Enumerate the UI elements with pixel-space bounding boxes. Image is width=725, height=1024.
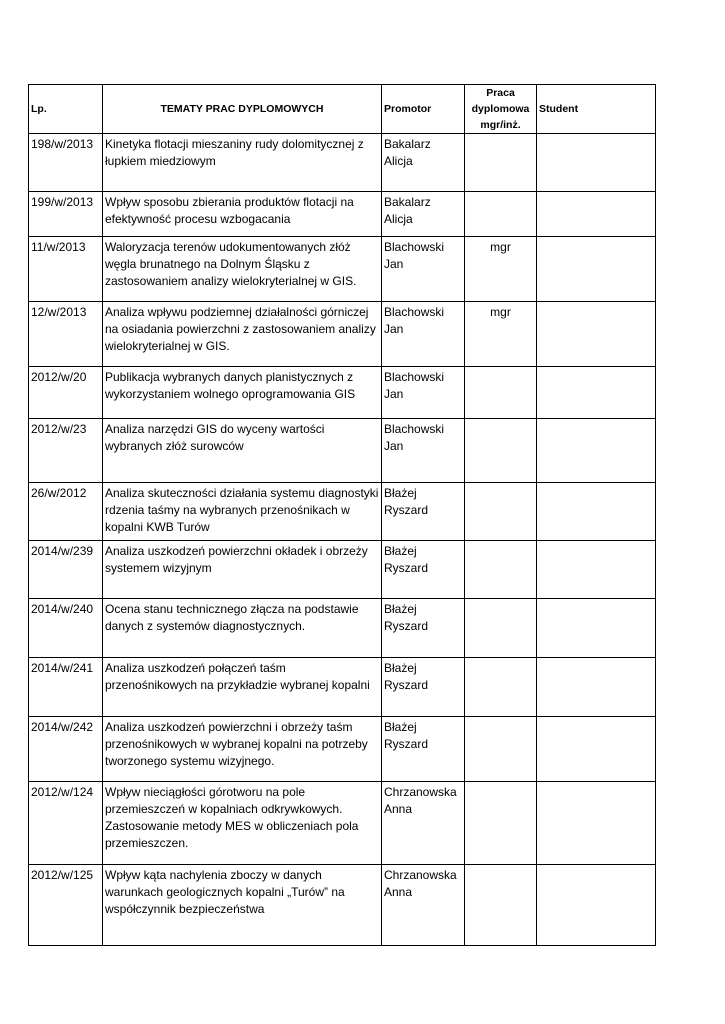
cell-promotor bbox=[382, 658, 465, 717]
table-row bbox=[29, 483, 656, 541]
cell-thesis-type bbox=[465, 483, 537, 541]
cell-promotor bbox=[382, 541, 465, 599]
cell-student bbox=[537, 483, 656, 541]
promotor-first-name: Anna bbox=[384, 885, 413, 899]
cell-thesis-type bbox=[465, 599, 537, 658]
promotor-first-name: Ryszard bbox=[384, 619, 429, 633]
cell-topic: Kinetyka flotacji mieszaniny rudy dolomitycznej z łupkiem miedziowym bbox=[103, 134, 382, 192]
cell-lp: 2012/w/125 bbox=[29, 865, 103, 946]
cell-student bbox=[537, 865, 656, 946]
cell-promotor bbox=[382, 237, 465, 302]
table-row bbox=[29, 192, 656, 237]
promotor-last-name: Błażej bbox=[384, 486, 417, 500]
cell-student bbox=[537, 192, 656, 237]
table-row bbox=[29, 658, 656, 717]
cell-promotor bbox=[382, 717, 465, 782]
cell-promotor bbox=[382, 782, 465, 865]
cell-promotor bbox=[382, 367, 465, 419]
cell-thesis-type bbox=[465, 717, 537, 782]
table-row bbox=[29, 717, 656, 782]
table-row bbox=[29, 237, 656, 302]
cell-student bbox=[537, 599, 656, 658]
cell-lp: 12/w/2013 bbox=[29, 302, 103, 367]
promotor-first-name: Ryszard bbox=[384, 503, 429, 517]
cell-thesis-type bbox=[465, 192, 537, 237]
table-row bbox=[29, 599, 656, 658]
promotor-first-name: Jan bbox=[384, 322, 404, 336]
promotor-first-name: Jan bbox=[384, 387, 404, 401]
cell-topic: Analiza uszkodzeń powierzchni i obrzeży taśm przenośnikowych w wybranej kopalni na potrzeby tworzonego systemu wizyjnego. bbox=[103, 717, 382, 782]
promotor-first-name: Jan bbox=[384, 439, 404, 453]
cell-student bbox=[537, 237, 656, 302]
cell-thesis-type bbox=[465, 658, 537, 717]
promotor-last-name: Blachowski bbox=[384, 240, 445, 254]
cell-lp: 2014/w/242 bbox=[29, 717, 103, 782]
promotor-last-name: Błażej bbox=[384, 720, 417, 734]
cell-topic: Analiza wpływu podziemnej działalności górniczej na osiadania powierzchni z zastosowaniem analizy wielokryterialnej w GIS. bbox=[103, 302, 382, 367]
cell-lp: 2014/w/239 bbox=[29, 541, 103, 599]
header-promotor: Promotor bbox=[382, 85, 465, 134]
cell-topic: Analiza uszkodzeń powierzchni okładek i obrzeży systemem wizyjnym bbox=[103, 541, 382, 599]
cell-lp: 26/w/2012 bbox=[29, 483, 103, 541]
cell-promotor bbox=[382, 483, 465, 541]
cell-thesis-type bbox=[465, 541, 537, 599]
cell-thesis-type bbox=[465, 865, 537, 946]
cell-topic: Analiza skuteczności działania systemu diagnostyki rdzenia taśmy na wybranych przenośnikach w kopalni KWB Turów bbox=[103, 483, 382, 541]
cell-topic: Analiza uszkodzeń połączeń taśm przenośnikowych na przykładzie wybranej kopalni bbox=[103, 658, 382, 717]
promotor-first-name: Ryszard bbox=[384, 678, 429, 692]
cell-lp: 2014/w/240 bbox=[29, 599, 103, 658]
cell-thesis-type bbox=[465, 782, 537, 865]
promotor-last-name: Blachowski bbox=[384, 422, 445, 436]
cell-lp: 11/w/2013 bbox=[29, 237, 103, 302]
table-row bbox=[29, 782, 656, 865]
header-thesis-type-line3: mgr/inż. bbox=[480, 119, 521, 131]
cell-topic: Analiza narzędzi GIS do wyceny wartości wybranych złóż surowców bbox=[103, 419, 382, 483]
promotor-last-name: Błażej bbox=[384, 661, 417, 675]
cell-student bbox=[537, 782, 656, 865]
thesis-topics-table bbox=[28, 84, 656, 946]
cell-student bbox=[537, 541, 656, 599]
cell-thesis-type bbox=[465, 134, 537, 192]
header-thesis-type-line2: dyplomowa bbox=[471, 103, 530, 115]
promotor-first-name: Ryszard bbox=[384, 737, 429, 751]
table-row bbox=[29, 865, 656, 946]
cell-thesis-type bbox=[465, 419, 537, 483]
cell-topic: Wpływ sposobu zbierania produktów flotacji na efektywność procesu wzbogacania bbox=[103, 192, 382, 237]
header-row bbox=[29, 85, 656, 134]
promotor-last-name: Błażej bbox=[384, 602, 417, 616]
cell-student bbox=[537, 658, 656, 717]
header-topic: TEMATY PRAC DYPLOMOWYCH bbox=[103, 85, 382, 134]
cell-thesis-type bbox=[465, 367, 537, 419]
cell-promotor bbox=[382, 599, 465, 658]
cell-topic: Waloryzacja terenów udokumentowanych złóż węgla brunatnego na Dolnym Śląsku z zastosowaniem analizy wielokryterialnej w GIS. bbox=[103, 237, 382, 302]
cell-lp: 2012/w/124 bbox=[29, 782, 103, 865]
cell-thesis-type: mgr bbox=[465, 237, 537, 302]
header-thesis-type bbox=[465, 85, 537, 134]
cell-lp: 199/w/2013 bbox=[29, 192, 103, 237]
promotor-last-name: Blachowski bbox=[384, 370, 445, 384]
cell-lp: 2014/w/241 bbox=[29, 658, 103, 717]
promotor-first-name: Jan bbox=[384, 257, 404, 271]
promotor-last-name: Chrzanowska bbox=[384, 785, 457, 799]
promotor-first-name: Anna bbox=[384, 802, 413, 816]
cell-student bbox=[537, 367, 656, 419]
cell-promotor bbox=[382, 134, 465, 192]
promotor-last-name: Bakalarz bbox=[384, 137, 431, 151]
promotor-last-name: Błażej bbox=[384, 544, 417, 558]
cell-lp: 198/w/2013 bbox=[29, 134, 103, 192]
promotor-first-name: Ryszard bbox=[384, 561, 429, 575]
cell-topic: Publikacja wybranych danych planistycznych z wykorzystaniem wolnego oprogramowania GIS bbox=[103, 367, 382, 419]
cell-promotor bbox=[382, 419, 465, 483]
cell-student bbox=[537, 134, 656, 192]
promotor-last-name: Bakalarz bbox=[384, 195, 431, 209]
cell-student bbox=[537, 419, 656, 483]
cell-topic: Wpływ kąta nachylenia zboczy w danych warunkach geologicznych kopalni „Turów” na współczynnik bezpieczeństwa bbox=[103, 865, 382, 946]
cell-student bbox=[537, 302, 656, 367]
table-row bbox=[29, 367, 656, 419]
promotor-first-name: Alicja bbox=[384, 212, 413, 226]
table-row bbox=[29, 541, 656, 599]
cell-promotor bbox=[382, 302, 465, 367]
cell-topic: Wpływ nieciągłości górotworu na pole przemieszczeń w kopalniach odkrywkowych. Zastosowanie metody MES w obliczeniach pola przemieszczen. bbox=[103, 782, 382, 865]
cell-lp: 2012/w/20 bbox=[29, 367, 103, 419]
table-row bbox=[29, 419, 656, 483]
promotor-last-name: Chrzanowska bbox=[384, 868, 457, 882]
cell-student bbox=[537, 717, 656, 782]
cell-thesis-type: mgr bbox=[465, 302, 537, 367]
cell-topic: Ocena stanu technicznego złącza na podstawie danych z systemów diagnostycznych. bbox=[103, 599, 382, 658]
cell-promotor bbox=[382, 192, 465, 237]
cell-lp: 2012/w/23 bbox=[29, 419, 103, 483]
promotor-first-name: Alicja bbox=[384, 154, 413, 168]
table-row bbox=[29, 134, 656, 192]
table-row bbox=[29, 302, 656, 367]
header-lp: Lp. bbox=[29, 85, 103, 134]
header-student: Student bbox=[537, 85, 656, 134]
cell-promotor bbox=[382, 865, 465, 946]
header-thesis-type-line1: Praca bbox=[486, 87, 515, 99]
promotor-last-name: Blachowski bbox=[384, 305, 445, 319]
